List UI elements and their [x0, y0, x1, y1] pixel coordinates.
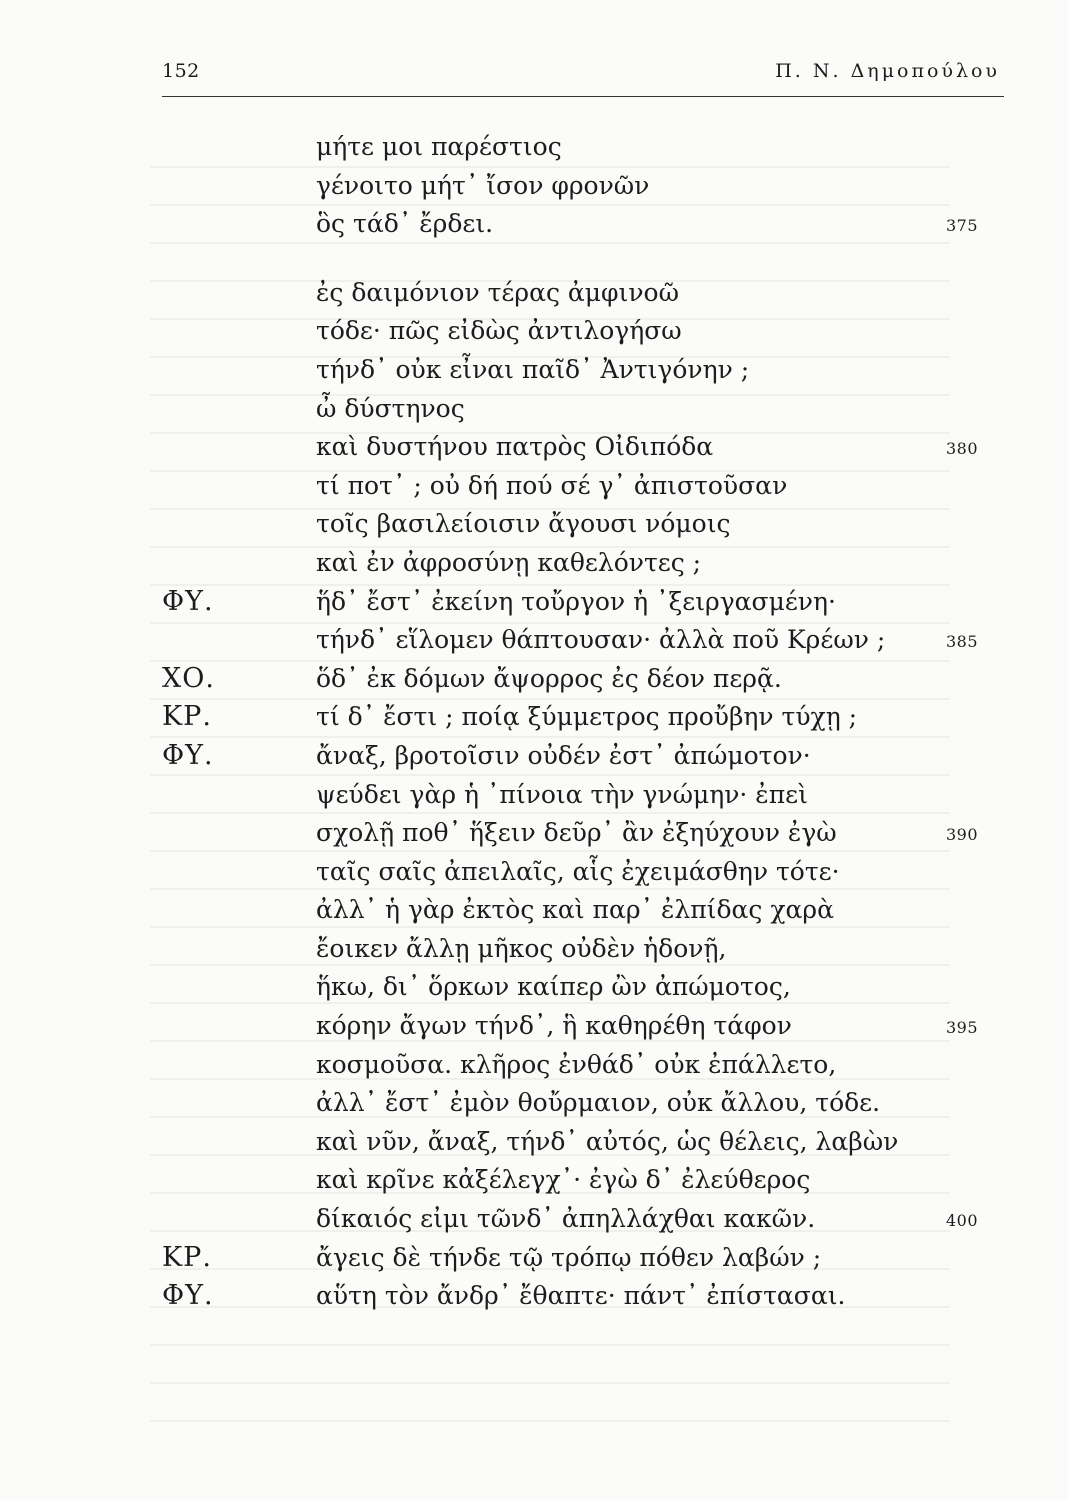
verse-text: ἐς δαιμόνιον τέρας ἀμφινοῶ: [316, 277, 679, 307]
verse-text: ὦ δύστηνος: [316, 393, 465, 423]
verse-line: [0, 1161, 1068, 1200]
verse-line: [0, 467, 1068, 506]
verse-text: μήτε μοι παρέστιος: [316, 132, 562, 161]
verse-line: [0, 1046, 1068, 1085]
verse-text: τοῖς βασιλείοισιν ἄγουσι νόμοις: [316, 509, 731, 539]
page-number: 152: [162, 60, 200, 82]
speaker-label: ΦΥ.: [162, 1280, 214, 1312]
verse-text: σχολῇ ποθ᾽ ἥξειν δεῦρ᾽ ἂν ἐξηύχουν ἐγὼ: [316, 818, 837, 848]
verse-line: [0, 776, 1068, 815]
verse-text: γένοιτο μήτ᾽ ἴσον φρονῶν: [316, 170, 650, 200]
verse-text: κοσμοῦσα. κλῆρος ἐνθάδ᾽ οὐκ ἐπάλλετο,: [316, 1049, 837, 1079]
verse-text: ἄναξ, βροτοῖσιν οὐδέν ἐστ᾽ ἀπώμοτον·: [316, 740, 811, 770]
verse-text: ὅδ᾽ ἐκ δόμων ἄψορρος ἐς δέον περᾷ.: [316, 663, 782, 693]
speaker-label: ΚΡ.: [162, 701, 212, 733]
verse-text: ἀλλ᾽ ἡ γὰρ ἐκτὸς καὶ παρ᾽ ἐλπίδας χαρὰ: [316, 895, 834, 925]
verse-text: ἀλλ᾽ ἔστ᾽ ἐμὸν θοὔρμαιον, οὐκ ἄλλου, τόδε.: [316, 1088, 881, 1118]
page-header: [162, 56, 1004, 97]
verse-text: τήνδ᾽ εἵλομεν θάπτουσαν· ἀλλὰ ποῦ Κρέων ;: [316, 625, 886, 655]
verse-text: καὶ δυστήνου πατρὸς Οἰδιπόδα: [316, 432, 714, 462]
speaker-label: ΦΥ.: [162, 585, 214, 617]
verse-text: τί ποτ᾽ ; οὐ δή πού σέ γ᾽ ἀπιστοῦσαν: [316, 470, 788, 500]
verse-line: [0, 274, 1068, 313]
verse-line: [0, 1007, 1068, 1046]
verse-block: [0, 128, 1068, 1316]
speaker-label: ΚΡ.: [162, 1241, 212, 1273]
verse-line: [0, 930, 1068, 969]
line-number: 380: [945, 439, 978, 459]
verse-line: [0, 968, 1068, 1007]
verse-line: [0, 891, 1068, 930]
verse-text: τί δ᾽ ἔστι ; ποίᾳ ξύμμετρος προὔβην τύχῃ ;: [316, 702, 858, 732]
verse-line: [0, 660, 1068, 699]
verse-line: [0, 1200, 1068, 1239]
verse-line: [0, 621, 1068, 660]
verse-text: τόδε· πῶς εἰδὼς ἀντιλογήσω: [316, 316, 682, 346]
verse-text: κόρην ἄγων τήνδ᾽, ἣ καθηρέθη τάφον: [316, 1011, 792, 1041]
verse-line: [0, 167, 1068, 206]
verse-text: ταῖς σαῖς ἀπειλαῖς, αἷς ἐχειμάσθην τότε·: [316, 856, 840, 886]
speaker-label: ΧΟ.: [162, 662, 215, 694]
line-number: 400: [945, 1211, 978, 1231]
line-number: 395: [945, 1018, 978, 1038]
verse-text: ἥδ᾽ ἔστ᾽ ἐκείνη τοὔργον ἡ ᾽ξειργασμένη·: [316, 586, 836, 616]
speaker-label: ΦΥ.: [162, 739, 214, 771]
verse-line: [0, 128, 1068, 167]
verse-text: ἥκω, δι᾽ ὅρκων καίπερ ὢν ἀπώμοτος,: [316, 972, 791, 1002]
verse-text: ὃς τάδ᾽ ἔρδει.: [316, 209, 494, 239]
verse-line: [0, 1084, 1068, 1123]
verse-text: τήνδ᾽ οὐκ εἶναι παῖδ᾽ Ἀντιγόνην ;: [316, 354, 750, 384]
stanza-gap: [0, 244, 1068, 274]
verse-line: [0, 1277, 1068, 1316]
verse-text: καὶ ἐν ἀφροσύνῃ καθελόντες ;: [316, 547, 702, 577]
verse-line: [0, 505, 1068, 544]
line-number: 385: [945, 632, 978, 652]
verse-line: [0, 390, 1068, 429]
verse-text: καὶ νῦν, ἄναξ, τήνδ᾽ αὐτός, ὡς θέλεις, λαβὼν: [316, 1126, 899, 1156]
verse-text: ἔοικεν ἄλλῃ μῆκος οὐδὲν ἡδονῇ,: [316, 933, 727, 963]
verse-line: [0, 205, 1068, 244]
verse-text: ἄγεις δὲ τήνδε τῷ τρόπῳ πόθεν λαβών ;: [316, 1242, 822, 1272]
verse-line: [0, 544, 1068, 583]
verse-line: [0, 351, 1068, 390]
verse-line: [0, 853, 1068, 892]
verse-line: [0, 428, 1068, 467]
line-number: 375: [945, 216, 978, 236]
verse-text: ψεύδει γὰρ ἡ ᾽πίνοια τὴν γνώμην· ἐπεὶ: [316, 779, 808, 809]
verse-text: αὕτη τὸν ἄνδρ᾽ ἔθαπτε· πάντ᾽ ἐπίστασαι.: [316, 1281, 846, 1311]
verse-line: [0, 1123, 1068, 1162]
verse-line: [0, 814, 1068, 853]
running-head: Π. Ν. Δημοπούλου: [775, 60, 1000, 82]
verse-line: [0, 737, 1068, 776]
line-number: 390: [945, 825, 978, 845]
verse-text: δίκαιός εἰμι τῶνδ᾽ ἀπηλλάχθαι κακῶν.: [316, 1204, 816, 1234]
verse-text: καὶ κρῖνε κἀξέλεγχ᾽· ἐγὼ δ᾽ ἐλεύθερος: [316, 1165, 811, 1195]
verse-line: [0, 312, 1068, 351]
verse-line: [0, 698, 1068, 737]
verse-line: [0, 1239, 1068, 1278]
verse-line: [0, 583, 1068, 622]
